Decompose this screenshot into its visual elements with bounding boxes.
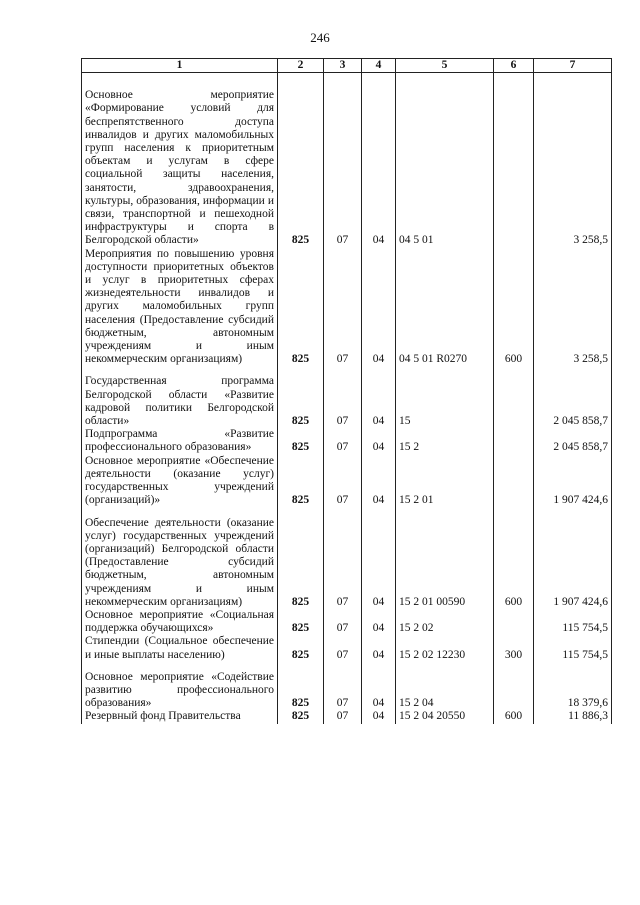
row-section: 07 — [324, 455, 362, 508]
table-row — [82, 366, 612, 428]
header-col-6: 6 — [494, 59, 534, 73]
table-row — [82, 73, 612, 248]
row-name: Основное мероприятие «Социальная поддержка обучающихся» — [82, 609, 278, 635]
row-amount: 1 907 424,6 — [534, 508, 612, 609]
row-section: 07 — [324, 428, 362, 454]
header-col-7: 7 — [534, 59, 612, 73]
header-col-4: 4 — [362, 59, 396, 73]
row-amount: 2 045 858,7 — [534, 428, 612, 454]
row-target-article: 15 2 02 12230 — [396, 635, 494, 661]
table-row — [82, 248, 612, 367]
row-ministry-code: 825 — [278, 73, 324, 248]
row-subsection: 04 — [362, 428, 396, 454]
row-name: Стипендии (Социальное обеспечение и иные выплаты населению) — [82, 635, 278, 661]
row-subsection: 04 — [362, 508, 396, 609]
row-target-article: 15 — [396, 366, 494, 428]
row-amount: 115 754,5 — [534, 635, 612, 661]
budget-table — [81, 58, 612, 724]
row-section: 07 — [324, 710, 362, 723]
row-subsection: 04 — [362, 609, 396, 635]
row-target-article: 04 5 01 — [396, 73, 494, 248]
row-amount: 2 045 858,7 — [534, 366, 612, 428]
row-section: 07 — [324, 248, 362, 367]
row-expense-type: 600 — [494, 508, 534, 609]
row-expense-type — [494, 73, 534, 248]
table-row — [82, 662, 612, 711]
row-expense-type — [494, 662, 534, 711]
header-col-1: 1 — [82, 59, 278, 73]
row-section: 07 — [324, 73, 362, 248]
row-ministry-code: 825 — [278, 508, 324, 609]
row-expense-type: 600 — [494, 710, 534, 723]
row-expense-type: 300 — [494, 635, 534, 661]
row-amount: 18 379,6 — [534, 662, 612, 711]
row-name: Основное мероприятие «Обеспечение деятельности (оказание услуг) государственных учреждений (организаций)» — [82, 455, 278, 508]
row-name: Основное мероприятие «Содействие развитию профессионального образования» — [82, 662, 278, 711]
page-number: 246 — [310, 30, 330, 45]
row-name: Обеспечение деятельности (оказание услуг) государственных учреждений (организаций) Белгородской области (Предоставление субсидий бюджетным, автономным учреждениям и иным некоммерческим организациям) — [82, 508, 278, 609]
row-name: Государственная программа Белгородской области «Развитие кадровой политики Белгородской области» — [82, 366, 278, 428]
row-subsection: 04 — [362, 366, 396, 428]
header-col-5: 5 — [396, 59, 494, 73]
row-section: 07 — [324, 635, 362, 661]
row-target-article: 15 2 01 — [396, 455, 494, 508]
row-name: Мероприятия по повышению уровня доступности приоритетных объектов и услуг в приоритетных сферах жизнедеятельности инвалидов и других маломобильных групп населения (Предоставление субсидий бюджетным, автономным учреждениям и иным некоммерческим организациям) — [82, 248, 278, 367]
row-name: Основное мероприятие «Формирование условий для беспрепятственного доступа инвалидов и других маломобильных групп населения к приоритетным объектам и услугам в сфере социальной защиты населения, занятости, здравоохранения, культуры, образования, информации и связи, транспортной и пешеходной инфраструктуры и спорта в Белгородской области» — [82, 73, 278, 248]
row-ministry-code: 825 — [278, 635, 324, 661]
row-amount: 3 258,5 — [534, 73, 612, 248]
row-subsection: 04 — [362, 73, 396, 248]
table-row — [82, 428, 612, 454]
row-section: 07 — [324, 609, 362, 635]
table-row — [82, 508, 612, 609]
row-name: Резервный фонд Правительства — [82, 710, 278, 723]
row-amount: 1 907 424,6 — [534, 455, 612, 508]
row-target-article: 15 2 02 — [396, 609, 494, 635]
row-section: 07 — [324, 662, 362, 711]
row-ministry-code: 825 — [278, 455, 324, 508]
row-ministry-code: 825 — [278, 662, 324, 711]
row-expense-type — [494, 366, 534, 428]
row-target-article: 15 2 04 — [396, 662, 494, 711]
row-ministry-code: 825 — [278, 710, 324, 723]
row-target-article: 15 2 — [396, 428, 494, 454]
table-row — [82, 710, 612, 723]
row-expense-type — [494, 455, 534, 508]
row-section: 07 — [324, 508, 362, 609]
row-subsection: 04 — [362, 662, 396, 711]
table-row — [82, 609, 612, 635]
row-target-article: 15 2 01 00590 — [396, 508, 494, 609]
row-expense-type: 600 — [494, 248, 534, 367]
table-row — [82, 455, 612, 508]
row-section: 07 — [324, 366, 362, 428]
row-ministry-code: 825 — [278, 609, 324, 635]
row-ministry-code: 825 — [278, 366, 324, 428]
row-name: Подпрограмма «Развитие профессионального образования» — [82, 428, 278, 454]
row-subsection: 04 — [362, 710, 396, 723]
row-subsection: 04 — [362, 635, 396, 661]
table-row — [82, 635, 612, 661]
row-target-article: 04 5 01 R0270 — [396, 248, 494, 367]
row-ministry-code: 825 — [278, 248, 324, 367]
row-expense-type — [494, 609, 534, 635]
row-expense-type — [494, 428, 534, 454]
header-col-2: 2 — [278, 59, 324, 73]
row-ministry-code: 825 — [278, 428, 324, 454]
table-header-row — [82, 59, 612, 73]
header-col-3: 3 — [324, 59, 362, 73]
row-amount: 11 886,3 — [534, 710, 612, 723]
row-subsection: 04 — [362, 455, 396, 508]
row-subsection: 04 — [362, 248, 396, 367]
row-amount: 3 258,5 — [534, 248, 612, 367]
row-amount: 115 754,5 — [534, 609, 612, 635]
row-target-article: 15 2 04 20550 — [396, 710, 494, 723]
